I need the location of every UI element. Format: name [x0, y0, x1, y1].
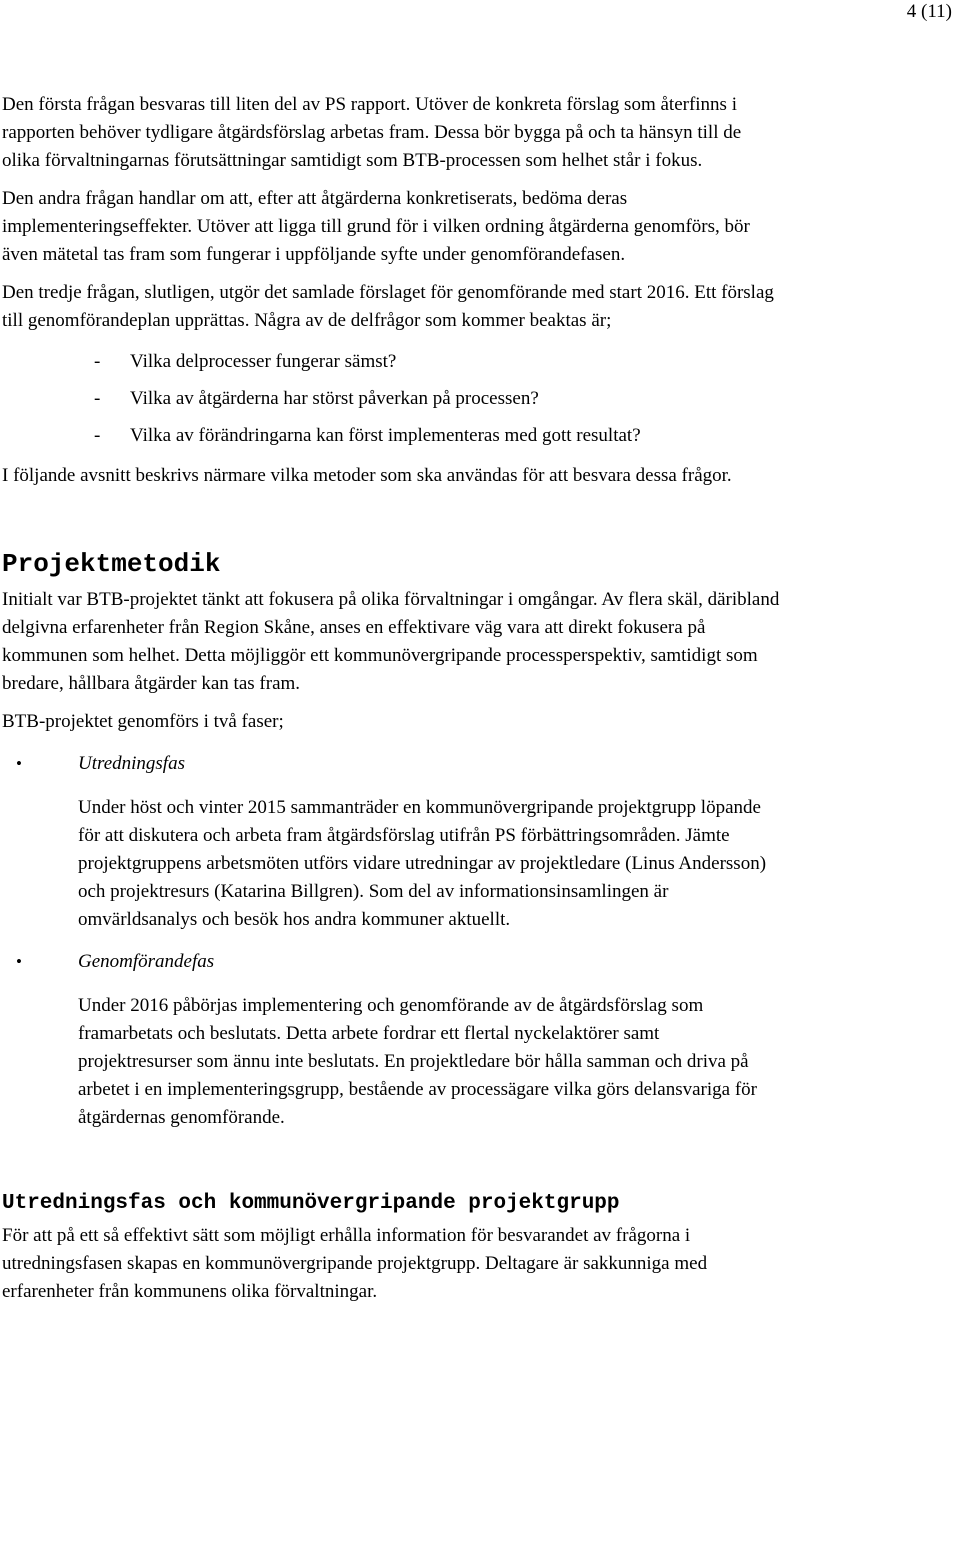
- phase-title: Utredningsfas: [78, 753, 185, 774]
- phase-item: [2, 948, 802, 1132]
- projektmetodik-paragraph: Initialt var BTB-projektet tänkt att fokusera på olika förvaltningar i omgångar. Av flera skäl, däribland delgivna erfarenheter från Region Skåne, anses en effektivare väg vara att direkt fokusera på kommunen som helhet. Detta möjliggör ett kommunövergripande processperspektiv, samtidigt som bredare, hållbara åtgärder kan tas fram.: [2, 589, 780, 694]
- phase-item: [2, 750, 802, 934]
- section-spacer: [2, 1138, 802, 1190]
- document-body: [2, 91, 802, 1316]
- phase-list: [2, 750, 802, 1132]
- dash-marker: -: [94, 388, 101, 409]
- dash-marker: -: [94, 351, 101, 372]
- phase-title: Genomförandefas: [78, 951, 215, 972]
- question-item: [2, 348, 802, 376]
- question-text: Vilka av förändringarna kan först implementeras med gott resultat?: [130, 425, 641, 446]
- question-text: Vilka delprocesser fungerar sämst?: [130, 351, 397, 372]
- question-list: [2, 348, 802, 450]
- intro-paragraph-3: Den tredje frågan, slutligen, utgör det samlade förslaget för genomförande med start 2016. Ett förslag till genomförandeplan upprättas. Några av de delfrågor som kommer beaktas är;: [2, 282, 774, 331]
- bullet-marker: •: [16, 754, 22, 773]
- section-heading-projektmetodik: Projektmetodik: [2, 549, 221, 579]
- question-item: [2, 422, 802, 450]
- section-heading-utredningsfas: Utredningsfas och kommunövergripande projektgrupp: [2, 1192, 620, 1215]
- intro-paragraph-2: Den andra frågan handlar om att, efter att åtgärderna konkretiserats, bedöma deras implementeringseffekter. Utöver att ligga till grund för i vilken ordning åtgärderna genomförs, bör även mätetal tas fram som fungerar i uppföljande syfte under genomförandefasen.: [2, 188, 750, 265]
- phase-description: Under höst och vinter 2015 sammanträder en kommunövergripande projektgrupp löpande för att diskutera och arbeta fram åtgärdsförslag utifrån PS förbättringsområden. Jämte projektgruppens arbetsmöten utförs vidare utredningar av projektledare (Linus Andersson) och projektresurs (Katarina Billgren). Som del av informationsinsamlingen är omvärldsanalys och besök hos andra kommuner aktuellt.: [78, 797, 767, 930]
- question-item: [2, 385, 802, 413]
- question-text: Vilka av åtgärderna har störst påverkan på processen?: [130, 388, 539, 409]
- page-number: 4 (11): [906, 1, 952, 22]
- dash-marker: -: [94, 425, 101, 446]
- intro-closing: I följande avsnitt beskrivs närmare vilka metoder som ska användas för att besvara dessa frågor.: [2, 465, 732, 486]
- phase-description: Under 2016 påbörjas implementering och genomförande av de åtgärdsförslag som framarbetats och beslutats. Detta arbete fordrar ett flertal nyckelaktörer samt projektresurser som ännu inte beslutats. En projektledare bör hålla samman och driva på arbetet i en implementeringsgrupp, bestående av processägare vilka görs delansvariga för åtgärdernas genomförande.: [78, 995, 757, 1128]
- intro-paragraph-1: Den första frågan besvaras till liten del av PS rapport. Utöver de konkreta förslag som återfinns i rapporten behöver tydligare åtgärdsförslag arbetas fram. Dessa bör bygga på och ta hänsyn till de olika förvaltningarnas förutsättningar samtidigt som BTB-processen som helhet står i fokus.: [2, 94, 742, 171]
- utredningsfas-paragraph: För att på ett så effektivt sätt som möjligt erhålla information för besvarandet av frågorna i utredningsfasen skapas en kommunövergripande projektgrupp. Deltagare är sakkunniga med erfarenheter från kommunens olika förvaltningar.: [2, 1225, 708, 1302]
- bullet-marker: •: [16, 952, 22, 971]
- phases-intro: BTB-projektet genomförs i två faser;: [2, 711, 284, 732]
